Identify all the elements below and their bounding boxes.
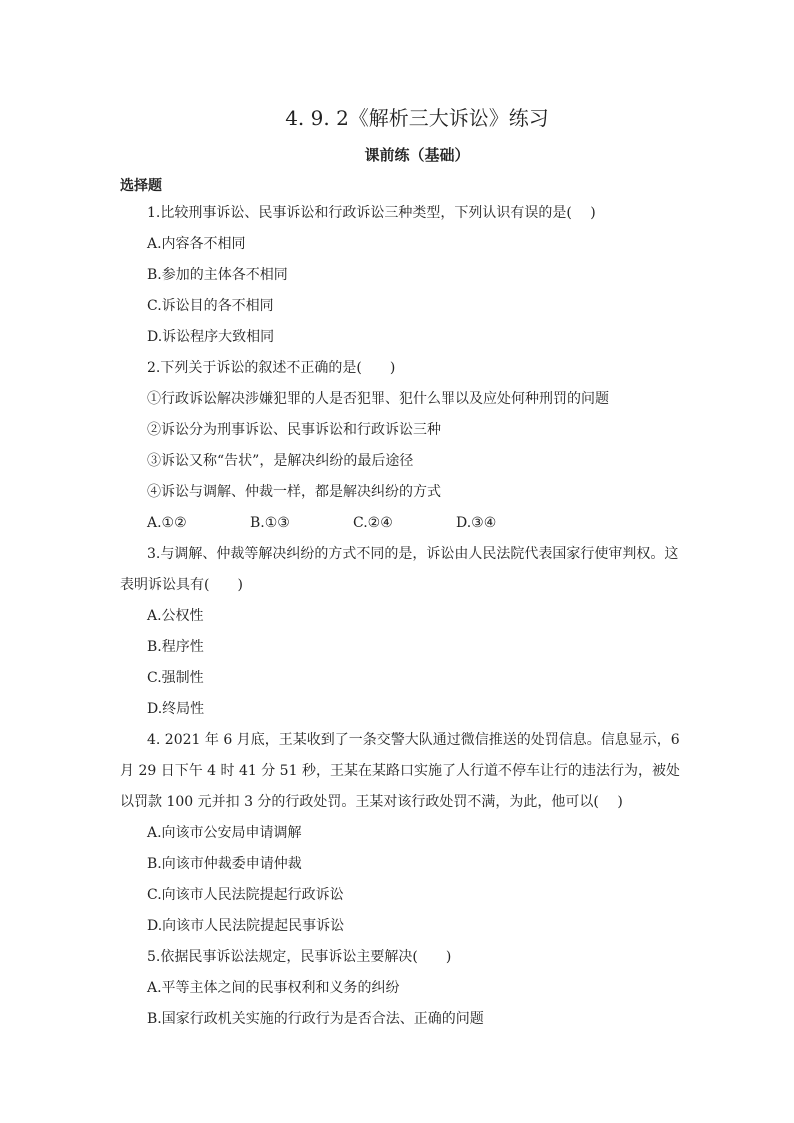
question-2-option-b: B.①③ — [250, 515, 290, 531]
question-5-option-b: B.国家行政机关实施的行政行为是否合法、正确的问题 — [147, 1011, 484, 1027]
question-2-statement-2: ②诉讼分为刑事诉讼、民事诉讼和行政诉讼三种 — [147, 422, 441, 438]
question-3-option-c: C.强制性 — [147, 670, 204, 686]
question-2-statement-4: ④诉讼与调解、仲裁一样，都是解决纠纷的方式 — [147, 484, 441, 500]
page-title: 4. 9. 2《解析三大诉讼》练习 — [285, 106, 549, 130]
question-5-option-a: A.平等主体之间的民事权利和义务的纠纷 — [147, 980, 400, 996]
section-heading: 选择题 — [120, 178, 162, 194]
question-1-option-a: A.内容各不相同 — [147, 236, 246, 252]
question-4-option-b: B.向该市仲裁委申请仲裁 — [147, 856, 302, 872]
question-2-statement-3: ③诉讼又称“告状”，是解决纠纷的最后途径 — [147, 453, 414, 469]
question-4-stem: 4. 2021 年 6 月底，王某收到了一条交警大队通过微信推送的处罚信息。信息显示，6 月 29 日下午 4 时 41 分 51 秒，王某在某路口实施了人行道不停车让行的违法行为，被处以罚款 100 元并扣 3 分的行政处罚。王某对该行政处罚不满，为此，他可以( ) — [120, 732, 680, 810]
questions-body — [120, 198, 680, 1035]
question-5-stem: 5.依据民事诉讼法规定，民事诉讼主要解决( ) — [147, 949, 452, 965]
question-1-option-d: D.诉讼程序大致相同 — [147, 329, 275, 345]
question-1-stem: 1.比较刑事诉讼、民事诉讼和行政诉讼三种类型，下列认识有误的是( ) — [147, 205, 596, 221]
question-2-options-row — [147, 508, 680, 539]
question-2-option-a: A.①② — [147, 515, 187, 531]
question-4-option-a: A.向该市公安局申请调解 — [147, 825, 302, 841]
question-2-option-c: C.②④ — [353, 515, 393, 531]
question-4-option-d: D.向该市人民法院提起民事诉讼 — [147, 918, 345, 934]
question-3-option-a: A.公权性 — [147, 608, 204, 624]
question-2-statement-1: ①行政诉讼解决涉嫌犯罪的人是否犯罪、犯什么罪以及应处何种刑罚的问题 — [147, 391, 609, 407]
question-3-option-d: D.终局性 — [147, 701, 205, 717]
question-2-option-d: D.③④ — [456, 515, 497, 531]
question-3-option-b: B.程序性 — [147, 639, 204, 655]
question-1-option-b: B.参加的主体各不相同 — [147, 267, 288, 283]
page-subtitle: 课前练（基础） — [364, 146, 470, 164]
question-3-stem: 3.与调解、仲裁等解决纠纷的方式不同的是，诉讼由人民法院代表国家行使审判权。这表明诉讼具有( ) — [120, 546, 679, 593]
question-4-option-c: C.向该市人民法院提起行政诉讼 — [147, 887, 344, 903]
question-1-option-c: C.诉讼目的各不相同 — [147, 298, 274, 314]
question-2-stem: 2.下列关于诉讼的叙述不正确的是( ) — [147, 360, 396, 376]
